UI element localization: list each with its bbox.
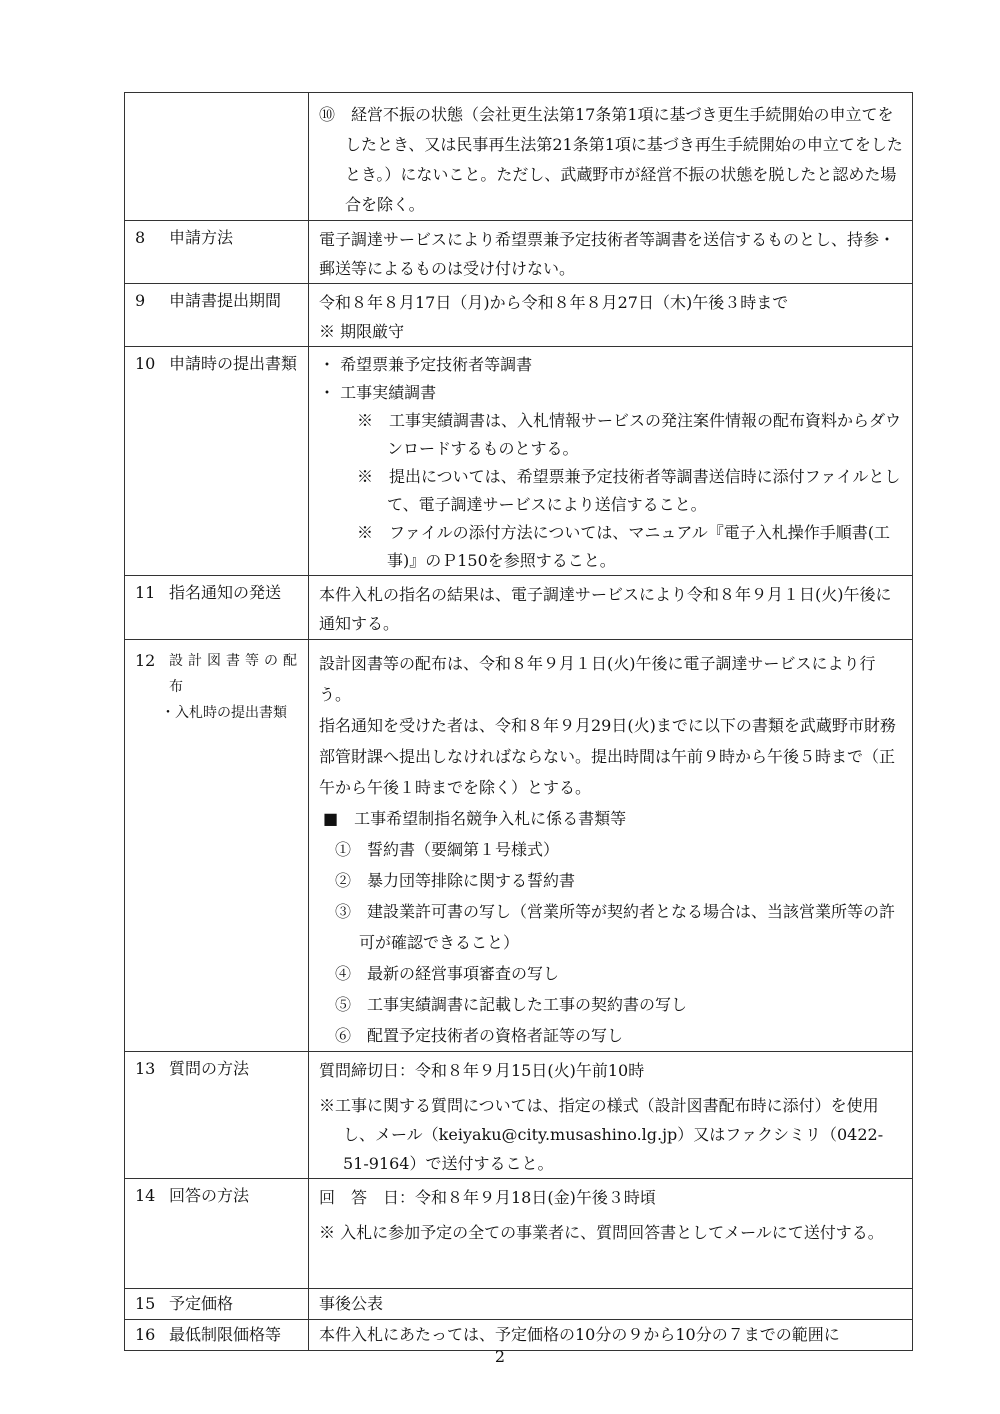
row-label: 回答の方法: [169, 1186, 250, 1205]
row-number: 11: [135, 583, 156, 602]
row-number: 10: [135, 354, 156, 373]
answer-method-note: ※ 入札に参加予定の全ての事業者に、質問回答書としてメールにて送付する。: [319, 1223, 884, 1242]
design-docs-distribution-text: 設計図書等の配布は、令和８年９月１日(火)午後に電子調達サービスにより行う。: [319, 654, 876, 704]
conditions-table: [124, 92, 913, 1351]
row-content-cell: [309, 93, 913, 221]
question-deadline-text: 質問締切日：令和８年９月15日(火)午前10時: [319, 1061, 645, 1080]
row-content-cell: [309, 347, 913, 576]
condition-item-10: ⑩ 経営不振の状態（会社更生法第17条第1項に基づき更生手続開始の申立てをしたとき、又は民事再生法第21条第1項に基づき再生手続開始の申立てをしたとき。）にないこと。ただし、武蔵野市が経営不振の状態を脱したと認めた場合を除く。: [319, 105, 903, 214]
row-label: 質問の方法: [169, 1059, 250, 1078]
row-label-cell: [125, 1052, 309, 1179]
row-label: 指名通知の発送: [169, 583, 282, 602]
document-list-item: ⑥ 配置予定技術者の資格者証等の写し: [335, 1026, 624, 1045]
required-document-note: ※ 工事実績調書は、入札情報サービスの発注案件情報の配布資料からダウンロードするものとする。: [357, 411, 902, 458]
row-number: 14: [135, 1186, 156, 1205]
document-list-item: ② 暴力団等排除に関する誓約書: [335, 871, 576, 890]
deadline-note: ※ 期限厳守: [319, 322, 405, 341]
table-row: [125, 347, 913, 576]
row-label-cell: [125, 347, 309, 576]
row-number: 12: [135, 651, 156, 670]
row-label-cell: [125, 640, 309, 1052]
application-method-text: 電子調達サービスにより希望票兼予定技術者等調書を送信するものとし、持参・郵送等によるものは受け付けない。: [319, 230, 896, 278]
row-label-cell: [125, 1179, 309, 1289]
row-label: ・入札時の提出書類: [161, 705, 287, 721]
page-number: 2: [494, 1347, 506, 1366]
row-content-cell: [309, 1320, 913, 1351]
row-content-cell: [309, 576, 913, 640]
required-document-note: ※ ファイルの添付方法については、マニュアル『電子入札操作手順書(工事)』のＰ150を参照すること。: [357, 523, 890, 570]
row-label-cell: [125, 221, 309, 284]
table-row: [125, 93, 913, 221]
row-label-cell: [125, 576, 309, 640]
table-row: [125, 1289, 913, 1320]
document-list-item: ① 誓約書（要綱第１号様式）: [335, 840, 560, 859]
row-content-cell: [309, 640, 913, 1052]
row-number: 15: [135, 1294, 156, 1313]
document-list-item: ④ 最新の経営事項審査の写し: [335, 964, 560, 983]
document-list-item: ③ 建設業許可書の写し（営業所等が契約者となる場合は、当該営業所等の許可が確認できること）: [335, 902, 896, 952]
row-label-cell: [125, 1320, 309, 1351]
row-label: 予定価格: [169, 1294, 234, 1313]
row-label: 設計図書等の配布: [169, 653, 302, 695]
document-list-heading: ■ 工事希望制指名競争入札に係る書類等: [323, 809, 627, 828]
question-method-note: ※工事に関する質問については、指定の様式（設計図書配布時に添付）を使用し、メール（keiyaku@city.musashino.lg.jp）又はファクシミリ（0422-51-9164）で送付すること。: [319, 1096, 884, 1173]
row-content-cell: [309, 1179, 913, 1289]
table-row: [125, 284, 913, 347]
submission-instructions-text: 指名通知を受けた者は、令和８年９月29日(火)までに以下の書類を武蔵野市財務部管財課へ提出しなければならない。提出時間は午前９時から午後５時まで（正午から午後１時までを除く）とする。: [319, 716, 896, 797]
row-number: 8: [135, 228, 146, 247]
row-label: 申請書提出期間: [169, 291, 282, 310]
required-document-item: ・ 工事実績調書: [319, 383, 437, 402]
required-document-note: ※ 提出については、希望票兼予定技術者等調書送信時に添付ファイルとして、電子調達サービスにより送信すること。: [357, 467, 901, 514]
row-number: 9: [135, 291, 146, 310]
required-document-item: ・ 希望票兼予定技術者等調書: [319, 355, 533, 374]
row-content-cell: [309, 1289, 913, 1320]
row-label: 申請方法: [169, 228, 234, 247]
table-row: [125, 576, 913, 640]
row-label: 最低制限価格等: [169, 1325, 282, 1344]
table-row: [125, 221, 913, 284]
row-label: 申請時の提出書類: [169, 354, 298, 373]
table-row: [125, 1179, 913, 1289]
table-row: [125, 1320, 913, 1351]
row-content-cell: [309, 1052, 913, 1179]
document-list-item: ⑤ 工事実績調書に記載した工事の契約書の写し: [335, 995, 688, 1014]
row-label-cell: [125, 284, 309, 347]
row-label-cell: [125, 93, 309, 221]
submission-period-text: 令和８年８月17日（月)から令和８年８月27日（木)午後３時まで: [319, 293, 789, 312]
table-row: [125, 1052, 913, 1179]
row-number: 13: [135, 1059, 156, 1078]
answer-date-text: 回 答 日：令和８年９月18日(金)午後３時頃: [319, 1188, 656, 1207]
minimum-price-text: 本件入札にあたっては、予定価格の10分の９から10分の７までの範囲に: [319, 1325, 840, 1344]
table-row: [125, 640, 913, 1052]
nomination-notice-text: 本件入札の指名の結果は、電子調達サービスにより令和８年９月１日(火)午後に通知する。: [319, 585, 892, 633]
row-content-cell: [309, 284, 913, 347]
row-content-cell: [309, 221, 913, 284]
estimated-price-text: 事後公表: [319, 1294, 384, 1313]
row-number: 16: [135, 1325, 156, 1344]
row-label-cell: [125, 1289, 309, 1320]
